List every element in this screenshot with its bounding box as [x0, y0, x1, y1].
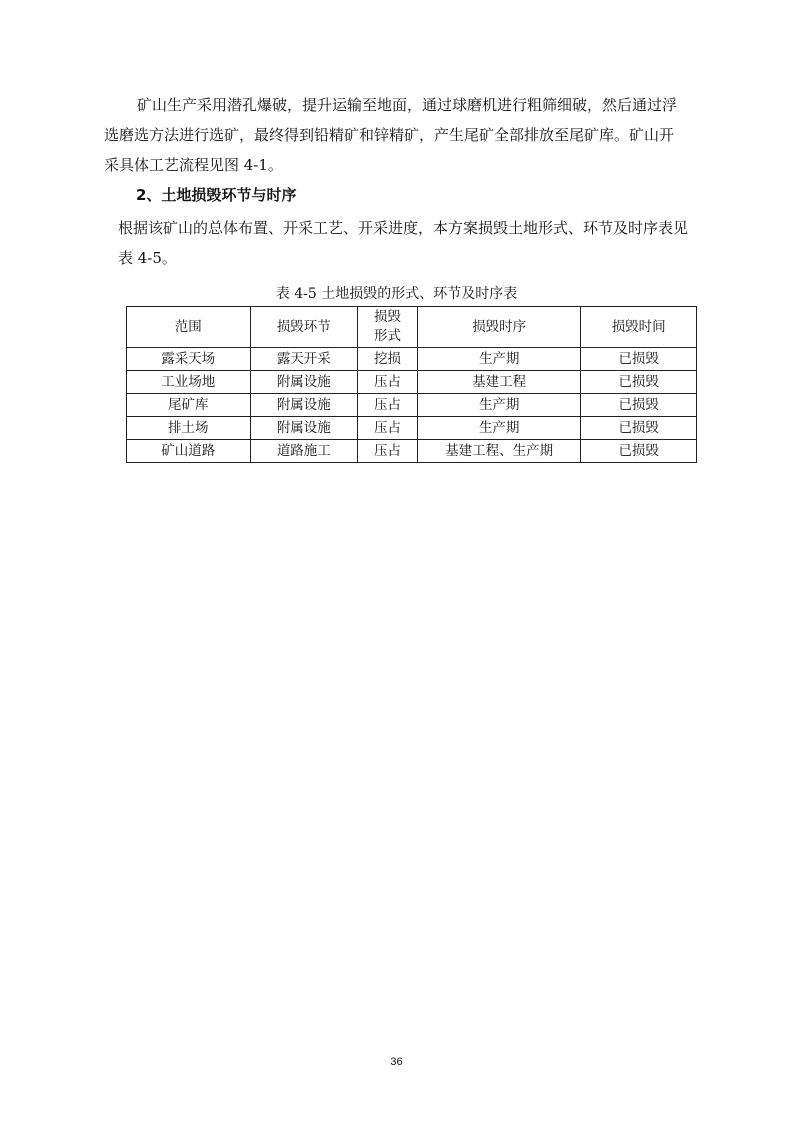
table-cell: 基建工程 [418, 371, 581, 394]
header-damage-sequence: 损毁时序 [418, 307, 581, 348]
table-cell: 已损毁 [581, 440, 697, 463]
table-cell: 已损毁 [581, 394, 697, 417]
table-cell: 工业场地 [127, 371, 251, 394]
section-heading: 2、土地损毁环节与时序 [136, 186, 297, 204]
table-cell: 已损毁 [581, 348, 697, 371]
table-cell: 压占 [358, 417, 418, 440]
paragraph-line: 采具体工艺流程见图 4-1。 [104, 156, 283, 174]
table-cell: 压占 [358, 371, 418, 394]
table-cell: 矿山道路 [127, 440, 251, 463]
paragraph-line: 矿山生产采用潜孔爆破，提升运输至地面，通过球磨机进行粗筛细破，然后通过浮 [137, 96, 678, 114]
table-row [127, 440, 697, 463]
table-cell: 排土场 [127, 417, 251, 440]
paragraph-land-damage [118, 213, 704, 273]
table-row [127, 348, 697, 371]
table-cell: 附属设施 [250, 394, 358, 417]
table-cell: 道路施工 [250, 440, 358, 463]
header-damage-form: 损毁形式 [358, 307, 418, 348]
table-cell: 生产期 [418, 417, 581, 440]
table-cell: 基建工程、生产期 [418, 440, 581, 463]
table-row [127, 394, 697, 417]
table-cell: 压占 [358, 394, 418, 417]
table-cell: 附属设施 [250, 371, 358, 394]
paragraph-line: 根据该矿山的总体布置、开采工艺、开采进度，本方案损毁土地形式、环节及时序表见 [118, 219, 689, 237]
table-row [127, 371, 697, 394]
table-cell: 生产期 [418, 348, 581, 371]
table-cell: 露采天场 [127, 348, 251, 371]
paragraph-line: 表 4-5。 [118, 249, 177, 267]
header-scope: 范围 [127, 307, 251, 348]
table-cell: 已损毁 [581, 371, 697, 394]
paragraph-line: 选磨选方法进行选矿，最终得到铅精矿和锌精矿，产生尾矿全部排放至尾矿库。矿山开 [104, 126, 675, 144]
header-damage-time: 损毁时间 [581, 307, 697, 348]
table-header-row [127, 307, 697, 348]
table-cell: 已损毁 [581, 417, 697, 440]
table-cell: 生产期 [418, 394, 581, 417]
table-cell: 尾矿库 [127, 394, 251, 417]
page-number: 36 [390, 1056, 403, 1068]
table-cell: 露天开采 [250, 348, 358, 371]
paragraph-mining-process [104, 90, 694, 180]
table-cell: 挖损 [358, 348, 418, 371]
land-damage-table [126, 306, 697, 463]
table-caption: 表 4-5 土地损毁的形式、环节及时序表 [275, 286, 518, 302]
table-cell: 压占 [358, 440, 418, 463]
table-cell: 附属设施 [250, 417, 358, 440]
table-row [127, 417, 697, 440]
header-damage-stage: 损毁环节 [250, 307, 358, 348]
